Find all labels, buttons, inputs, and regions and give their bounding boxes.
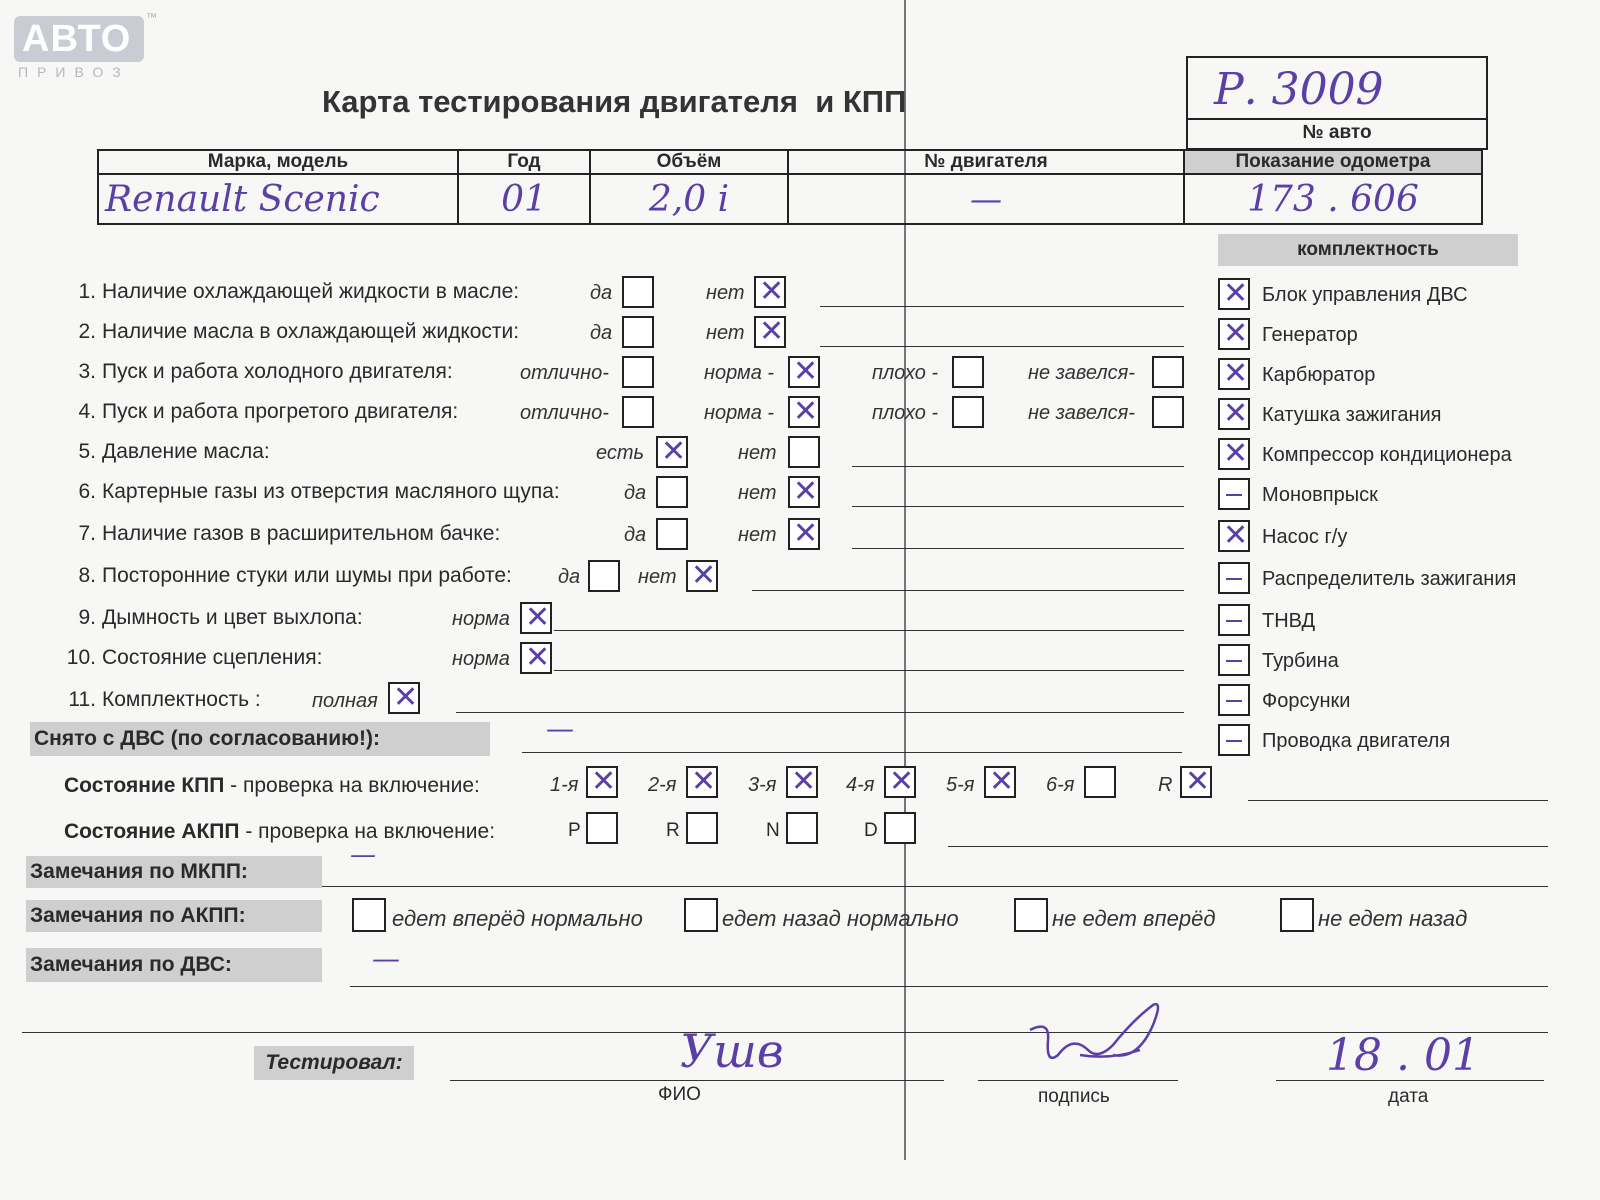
kit-checkbox-ignition-coil[interactable]	[1218, 398, 1250, 430]
col-odometer: Показание одометра	[1184, 150, 1482, 174]
item-number: 5.	[78, 440, 96, 463]
kit-checkbox-ac-compressor[interactable]	[1218, 438, 1250, 470]
option-label: есть	[596, 442, 645, 464]
checkbox-3-no-start[interactable]	[1152, 356, 1184, 388]
kpp-label-bold: Состояние КПП	[64, 774, 225, 797]
option-label: норма	[452, 648, 510, 670]
item-text: Комплектность :	[102, 688, 261, 711]
option-label: да	[590, 282, 613, 304]
note-line	[852, 466, 1184, 467]
option-label: не завелся-	[1028, 402, 1135, 424]
item-11	[64, 688, 261, 712]
kit-checkbox-generator[interactable]	[1218, 318, 1250, 350]
kpp-label	[64, 774, 480, 798]
item-text: Давление масла:	[102, 440, 270, 463]
akpp-opt-checkbox-no-reverse[interactable]	[1280, 898, 1314, 932]
checkbox-5-no[interactable]	[788, 436, 820, 468]
item-number: 8.	[78, 564, 96, 587]
option-label: плохо -	[872, 362, 939, 384]
fio-line	[450, 1080, 944, 1081]
gear-label: 5-я	[946, 774, 975, 796]
item-1	[64, 280, 519, 304]
remarks-akpp-label: Замечания по АКПП:	[26, 900, 322, 932]
checkbox-2-no[interactable]	[754, 316, 786, 348]
option-label: нет	[738, 482, 777, 504]
tested-label: Тестировал:	[254, 1046, 414, 1080]
mode-label: P	[568, 820, 581, 841]
remarks-dvs-label: Замечания по ДВС:	[26, 948, 322, 982]
option-label: да	[558, 566, 581, 588]
vehicle-info-table	[97, 149, 1483, 225]
checkbox-3-excellent[interactable]	[622, 356, 654, 388]
checkbox-8-no[interactable]	[686, 560, 718, 592]
item-4	[64, 400, 458, 424]
kit-checkbox-mono-injection[interactable]	[1218, 478, 1250, 510]
akpp-opt-label: едет вперёд нормально	[392, 906, 643, 931]
date-line	[1276, 1080, 1544, 1081]
volume-value: 2,0 i	[590, 174, 788, 224]
akpp-opt-label: не едет назад	[1318, 906, 1468, 931]
gear-checkbox-5[interactable]	[984, 766, 1016, 798]
item-text: Пуск и работа холодного двигателя:	[102, 360, 453, 383]
option-label: не завелся-	[1028, 362, 1135, 384]
gear-label: 3-я	[748, 774, 777, 796]
checkbox-6-no[interactable]	[788, 476, 820, 508]
checkbox-3-bad[interactable]	[952, 356, 984, 388]
item-text: Пуск и работа прогретого двигателя:	[102, 400, 459, 423]
item-text: Наличие газов в расширительном бачке:	[102, 522, 501, 545]
checkbox-4-normal[interactable]	[788, 396, 820, 428]
col-year: Год	[458, 150, 590, 174]
item-2	[64, 320, 519, 344]
removed-line	[522, 752, 1182, 753]
item-number: 4.	[78, 400, 96, 423]
item-number: 7.	[78, 522, 96, 545]
kit-item: Насос г/у	[1262, 526, 1348, 548]
col-engine-number: № двигателя	[788, 150, 1184, 174]
option-label: отлично-	[520, 402, 609, 424]
item-text: Посторонние стуки или шумы при работе:	[102, 564, 512, 587]
note-line	[820, 346, 1184, 347]
auto-number-value: Р. 3009	[1214, 64, 1384, 115]
checkbox-7-no[interactable]	[788, 518, 820, 550]
vehicle-info-header-row	[98, 150, 1482, 174]
engine-number-value: —	[788, 174, 1184, 224]
akpp-line	[948, 846, 1548, 847]
item-number: 6.	[78, 480, 96, 503]
akpp-label-bold: Состояние АКПП	[64, 820, 240, 843]
mode-checkbox-p[interactable]	[586, 812, 618, 844]
kpp-label-rest: - проверка на включение:	[224, 774, 480, 797]
item-text: Наличие охлаждающей жидкости в масле:	[102, 280, 520, 303]
auto-number-label: № авто	[1302, 122, 1372, 143]
kit-checkbox-distributor[interactable]	[1218, 562, 1250, 594]
item-text: Дымность и цвет выхлопа:	[102, 606, 363, 629]
logo-subtext: ПРИВОЗ	[18, 64, 130, 80]
note-line	[852, 506, 1184, 507]
auto-number-divider	[1188, 118, 1486, 120]
option-label: да	[624, 482, 647, 504]
gear-checkbox-2[interactable]	[686, 766, 718, 798]
akpp-label-rest: - проверка на включение:	[239, 820, 496, 843]
option-label: отлично-	[520, 362, 609, 384]
fio-label: ФИО	[658, 1084, 701, 1105]
item-number: 1.	[78, 280, 96, 303]
remarks-dvs-line	[350, 986, 1548, 987]
date-value: 18 . 01	[1326, 1030, 1480, 1081]
item-5	[64, 440, 270, 464]
gear-label: 2-я	[648, 774, 677, 796]
odometer-value: 173 . 606	[1184, 174, 1482, 224]
remarks-mkpp-label: Замечания по МКПП:	[26, 856, 322, 888]
akpp-opt-checkbox-reverse-ok[interactable]	[684, 898, 718, 932]
kit-item: Турбина	[1262, 650, 1339, 672]
logo	[14, 16, 144, 62]
note-line	[554, 670, 1184, 671]
checkbox-4-bad[interactable]	[952, 396, 984, 428]
kit-item: Проводка двигателя	[1262, 730, 1451, 752]
sign-line	[978, 1080, 1178, 1081]
option-label: нет	[706, 282, 745, 304]
kit-checkbox-ecu[interactable]	[1218, 278, 1250, 310]
checkbox-3-normal[interactable]	[788, 356, 820, 388]
removed-value: —	[546, 712, 574, 745]
mode-label: R	[666, 820, 680, 841]
akpp-opt-label: едет назад нормально	[722, 906, 959, 931]
logo-trademark: ™	[146, 12, 157, 24]
mode-label: D	[864, 820, 878, 841]
kit-checkbox-injectors[interactable]	[1218, 684, 1250, 716]
note-line	[820, 306, 1184, 307]
kit-item: Блок управления ДВС	[1262, 284, 1468, 306]
akpp-opt-checkbox-no-forward[interactable]	[1014, 898, 1048, 932]
option-label: норма	[452, 608, 510, 630]
item-text: Наличие масла в охлаждающей жидкости:	[102, 320, 520, 343]
gear-label: R	[1158, 774, 1173, 796]
kit-item: Катушка зажигания	[1262, 404, 1442, 426]
item-10	[64, 646, 322, 670]
kit-item: Форсунки	[1262, 690, 1351, 712]
removed-label: Снято с ДВС (по согласованию!):	[30, 722, 490, 756]
checkbox-5-yes[interactable]	[656, 436, 688, 468]
kit-item: Моновпрыск	[1262, 484, 1378, 506]
gear-label: 6-я	[1046, 774, 1075, 796]
auto-number-box	[1186, 56, 1488, 150]
item-number: 10.	[66, 646, 96, 669]
option-label: норма -	[704, 402, 775, 424]
kit-checkbox-wiring[interactable]	[1218, 724, 1250, 756]
separator-line	[22, 1032, 1548, 1033]
brand-model-value: Renault Scenic	[98, 174, 458, 224]
option-label: полная	[312, 690, 378, 712]
akpp-opt-label: не едет вперёд	[1052, 906, 1216, 931]
gear-checkbox-4[interactable]	[884, 766, 916, 798]
vehicle-info-value-row	[98, 174, 1482, 224]
option-label: нет	[638, 566, 677, 588]
item-9	[64, 606, 363, 630]
kit-item: Карбюратор	[1262, 364, 1376, 386]
signature-mark	[1020, 1000, 1190, 1080]
gear-checkbox-r[interactable]	[1180, 766, 1212, 798]
remarks-dvs-value: —	[372, 942, 400, 975]
checkbox-1-yes[interactable]	[622, 276, 654, 308]
checkbox-6-yes[interactable]	[656, 476, 688, 508]
checkbox-9-normal[interactable]	[520, 602, 552, 634]
gear-label: 1-я	[550, 774, 579, 796]
kpp-line	[1248, 800, 1548, 801]
remarks-mkpp-value: —	[350, 840, 376, 870]
checkbox-2-yes[interactable]	[622, 316, 654, 348]
checkbox-11-full[interactable]	[388, 682, 420, 714]
kit-title: комплектность	[1218, 234, 1518, 266]
checkbox-7-yes[interactable]	[656, 518, 688, 550]
year-value: 01	[458, 174, 590, 224]
kit-checkbox-tnvd[interactable]	[1218, 604, 1250, 636]
item-number: 11.	[68, 688, 96, 711]
fio-value: Ушв	[680, 1024, 784, 1078]
kit-item: Генератор	[1262, 324, 1358, 346]
note-line	[752, 590, 1184, 591]
mode-checkbox-d[interactable]	[884, 812, 916, 844]
col-brand-model: Марка, модель	[98, 150, 458, 174]
checkbox-4-excellent[interactable]	[622, 396, 654, 428]
mode-label: N	[766, 820, 780, 841]
remarks-mkpp-line	[322, 886, 1548, 887]
page-title: Карта тестирования двигателя и КПП	[322, 84, 907, 119]
kit-item: ТНВД	[1262, 610, 1316, 632]
item-3	[64, 360, 453, 384]
item-number: 9.	[78, 606, 96, 629]
logo-text: АВТО	[22, 18, 132, 60]
item-8	[64, 564, 512, 588]
mode-checkbox-r[interactable]	[686, 812, 718, 844]
option-label: нет	[738, 524, 777, 546]
option-label: да	[624, 524, 647, 546]
gear-label: 4-я	[846, 774, 875, 796]
kit-item: Распределитель зажигания	[1262, 568, 1517, 590]
checkbox-4-no-start[interactable]	[1152, 396, 1184, 428]
kit-item: Компрессор кондиционера	[1262, 444, 1512, 466]
akpp-opt-checkbox-forward-ok[interactable]	[352, 898, 386, 932]
note-line	[852, 548, 1184, 549]
gear-checkbox-3[interactable]	[786, 766, 818, 798]
kit-checkbox-carburetor[interactable]	[1218, 358, 1250, 390]
gear-checkbox-6[interactable]	[1084, 766, 1116, 798]
option-label: норма -	[704, 362, 775, 384]
col-volume: Объём	[590, 150, 788, 174]
option-label: плохо -	[872, 402, 939, 424]
sign-label: подпись	[1038, 1086, 1110, 1107]
checkbox-10-normal[interactable]	[520, 642, 552, 674]
kit-checkbox-ps-pump[interactable]	[1218, 520, 1250, 552]
option-label: нет	[738, 442, 777, 464]
note-line	[554, 630, 1184, 631]
kit-checkbox-turbo[interactable]	[1218, 644, 1250, 676]
option-label: нет	[706, 322, 745, 344]
item-text: Состояние сцепления:	[102, 646, 323, 669]
item-number: 3.	[78, 360, 96, 383]
gear-checkbox-1[interactable]	[586, 766, 618, 798]
item-number: 2.	[78, 320, 96, 343]
item-text: Картерные газы из отверстия масляного щупа:	[102, 480, 560, 503]
item-7	[64, 522, 500, 546]
mode-checkbox-n[interactable]	[786, 812, 818, 844]
checkbox-8-yes[interactable]	[588, 560, 620, 592]
item-6	[64, 480, 560, 504]
akpp-label	[64, 820, 495, 844]
option-label: да	[590, 322, 613, 344]
checkbox-1-no[interactable]	[754, 276, 786, 308]
date-label: дата	[1388, 1086, 1429, 1107]
